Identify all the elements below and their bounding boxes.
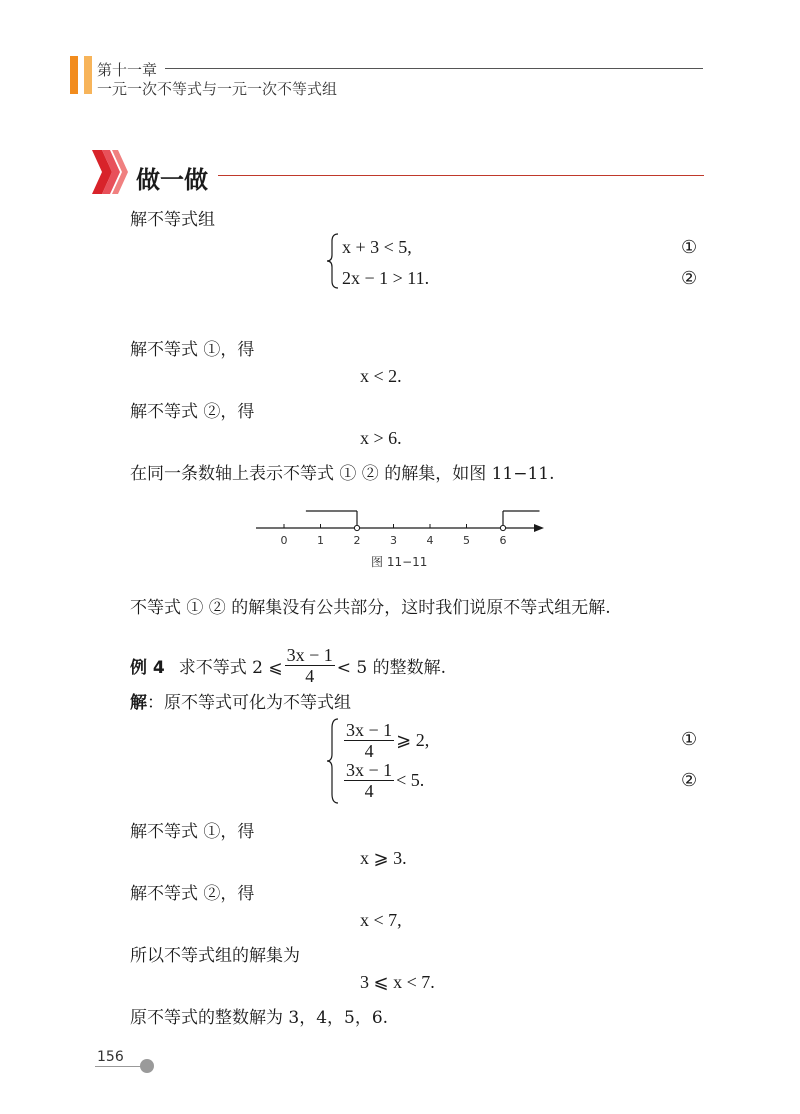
- header-rule: [165, 68, 703, 69]
- solution-result-2: x < 7,: [360, 910, 402, 930]
- solution-step-1: 解不等式 ①，得: [130, 822, 255, 842]
- solution-step-3: 所以不等式组的解集为: [130, 946, 300, 966]
- system2-eq1-num: 3x − 1: [346, 720, 393, 740]
- number-line-tick-label: 0: [280, 534, 288, 547]
- number-line-tick-label: 5: [463, 534, 470, 547]
- section-rule: [218, 175, 704, 176]
- system2-eq1-den: 4: [364, 741, 374, 761]
- solution-result-1: x ⩾ 3.: [360, 848, 407, 868]
- marker-2: ②: [681, 268, 698, 289]
- system-brace: [326, 233, 340, 289]
- figure-caption: 图 11−11: [371, 555, 428, 569]
- system2-eq2-den: 4: [364, 781, 374, 801]
- system1-eq1: [342, 237, 412, 258]
- example-text-before: 求不等式 2 ⩽: [178, 658, 283, 678]
- example-4: [130, 645, 446, 686]
- marker-1: ①: [681, 237, 698, 258]
- step-text-2: 解不等式 ②，得: [130, 402, 255, 422]
- number-line-tick-label: 1: [317, 534, 324, 547]
- system2-eq2-rest: < 5.: [396, 770, 425, 790]
- page-number: 156: [97, 1049, 124, 1065]
- number-line-arrow-icon: [534, 524, 544, 532]
- solution-result-3: 3 ⩽ x < 7.: [360, 972, 435, 992]
- example-frac-den: 4: [305, 666, 315, 686]
- solution-label: 解: [130, 693, 147, 713]
- marker-2-1: ①: [681, 729, 698, 750]
- example-label: 例 4: [130, 658, 165, 678]
- conclusion-text: 不等式 ① ② 的解集没有公共部分，这时我们说原不等式组无解.: [130, 598, 611, 618]
- step-text-3: 在同一条数轴上表示不等式 ① ② 的解集，如图 11−11.: [130, 464, 555, 484]
- final-answer: 原不等式的整数解为 3，4，5，6.: [130, 1008, 389, 1028]
- number-line-tick-label: 3: [390, 534, 397, 547]
- solution-set-open-point: [354, 525, 359, 530]
- number-line-tick-label: 6: [499, 534, 507, 547]
- result-1: x < 2.: [360, 366, 402, 386]
- number-line-figure: [250, 500, 550, 550]
- example-text-after: < 5 的整数解.: [336, 658, 447, 678]
- page-dot-icon: [140, 1059, 154, 1073]
- number-line-tick-label: 4: [426, 534, 434, 547]
- system2-eq2: [342, 760, 424, 801]
- chapter-title: 一元一次不等式与一元一次不等式组: [97, 80, 338, 98]
- marker-2-2: ②: [681, 770, 698, 791]
- section-title: 做一做: [136, 165, 208, 194]
- intro-text: 解不等式组: [130, 210, 215, 230]
- system2-eq1-rest: ⩾ 2,: [396, 730, 430, 750]
- solution-intro: [130, 688, 351, 713]
- system1-eq2: [342, 268, 429, 289]
- solution-step-2: 解不等式 ②，得: [130, 884, 255, 904]
- section-arrows-icon: [90, 150, 134, 194]
- example-frac-num: 3x − 1: [286, 645, 333, 665]
- header-accent-bar-light: [84, 56, 92, 94]
- example-fraction: [285, 645, 335, 686]
- result-2: x > 6.: [360, 428, 402, 448]
- system2-eq2-num: 3x − 1: [346, 760, 393, 780]
- number-line-tick-label: 2: [353, 534, 361, 547]
- system2-eq2-fraction: [344, 760, 394, 801]
- system2-eq1-fraction: [344, 720, 394, 761]
- solution-text: ：原不等式可化为不等式组: [147, 693, 351, 713]
- system1-eq2-text: 2x − 1 > 11.: [342, 268, 430, 288]
- system2-brace: [326, 718, 340, 804]
- step-text-1: 解不等式 ①，得: [130, 340, 255, 360]
- system1-eq1-text: x + 3 < 5,: [342, 237, 412, 257]
- chapter-label: 第十一章: [97, 61, 158, 79]
- header-accent-bar: [70, 56, 78, 94]
- solution-set-open-point: [500, 525, 505, 530]
- system2-eq1: [342, 720, 429, 761]
- page-rule: [95, 1066, 145, 1067]
